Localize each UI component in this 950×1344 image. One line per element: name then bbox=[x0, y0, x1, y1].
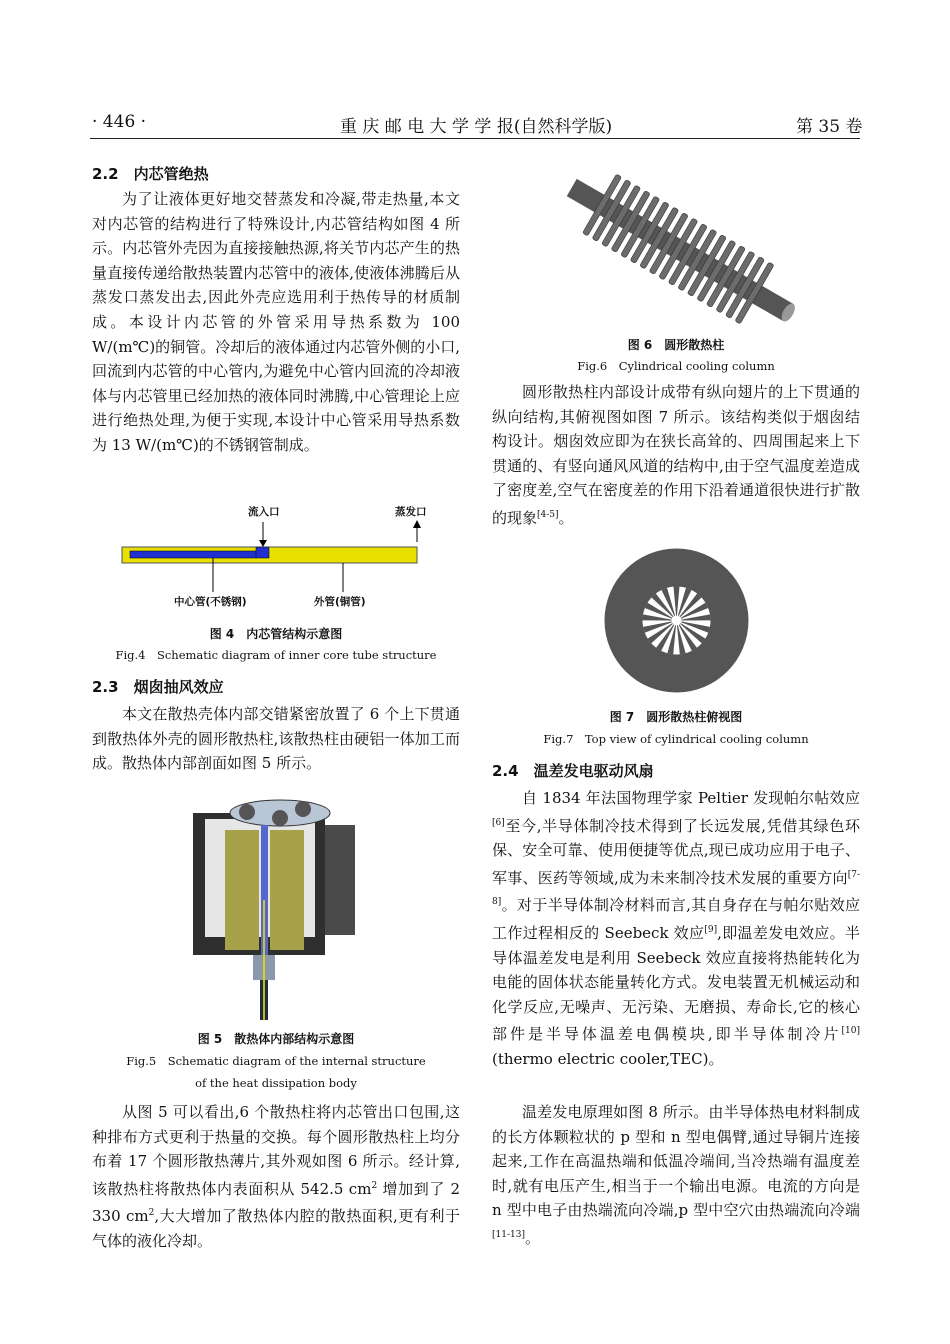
journal-title: 重 庆 邮 电 大 学 学 报(自然科学版) bbox=[340, 117, 613, 137]
para-text-a: 从图 5 可以看出,6 个散热柱将内芯管出口包围,这种排布方式更利于热量的交换。每个圆形散热柱上均分布着 17 个圆形散热薄片,其外观如图 6 所示。经计算,该散热柱将散热体内表面积从 542.5 cm bbox=[92, 1103, 460, 1198]
figure-7-caption-cn: 图 7 圆形散热柱俯视图 bbox=[609, 710, 743, 724]
figure-5-caption-cn: 图 5 散热体内部结构示意图 bbox=[197, 1032, 355, 1046]
section-2-3-paragraph-2 bbox=[92, 1100, 460, 1254]
citation-10: [10] bbox=[841, 1026, 860, 1037]
label-center-tube: 中心管(不锈钢) bbox=[174, 596, 247, 608]
section-2-2-paragraph: 为了让液体更好地交替蒸发和冷凝,带走热量,本文对内芯管的结构进行了特殊设计,内芯管结构如图 4 所示。内芯管外壳因为直接接触热源,将关节内芯产生的热量直接传递给散热装置内芯管中的液体,使液体沸腾后从蒸发口蒸发出去,因此外壳应选用利于热传导的材质制成。本设计内芯管的外管采用导热系数为 100 W/(m℃)的铜管。冷却后的液体通过内芯管外侧的小口,回流到内芯管的中心管内,为避免中心管内回流的冷却液体与内芯管里已经加热的液体同时沸腾,中心管理论上应进行绝热处理,为便于实现,本设计中心管采用导热系数为 13 W/(m℃)的不锈钢管制成。 bbox=[92, 190, 460, 454]
figure-4 bbox=[118, 502, 438, 612]
para-text-d: ,即温差发电效应。半导体温差发电是利用 Seebeck 效应直接将热能转化为电能的固体状态能量转化方式。发电装置无机械运动和化学反应,无噪声、无污染、无磨损、寿命长,它的核心部件是半导体温差电偶模块,即半导体制冷片 bbox=[492, 923, 860, 1044]
section-2-4-paragraph-1 bbox=[492, 786, 860, 1072]
citation-7-8: [7-8] bbox=[492, 869, 860, 908]
figure-5 bbox=[185, 795, 365, 1020]
para-text-a: 自 1834 年法国物理学家 Peltier 发现帕尔帖效应 bbox=[522, 789, 860, 807]
figure-6 bbox=[555, 170, 805, 330]
citation-9: [9] bbox=[704, 924, 718, 935]
figure-4-caption-cn: 图 4 内芯管结构示意图 bbox=[209, 627, 343, 641]
para-text-b: 至今,半导体制冷技术得到了长远发展,凭借其绿色环保、安全可靠、使用便捷等优点,现已成功应用于电子、军事、医药等领域,成为未来制冷技术发展的重要方向 bbox=[492, 816, 860, 887]
para-text-c: ,大大增加了散热体内腔的散热面积,更有利于气体的液化冷却。 bbox=[92, 1207, 460, 1250]
page-number: · 446 · bbox=[92, 112, 147, 132]
figure-6-caption-cn: 图 6 圆形散热柱 bbox=[627, 338, 725, 352]
para-text: 圆形散热柱内部设计成带有纵向翅片的上下贯通的纵向结构,其俯视图如图 7 所示。该结构类似于烟囱结构设计。烟囱效应即为在狭长高耸的、四周围起来上下贯通的、有竖向通风风道的结构中,由于空气温度差造成了密度差,空气在密度差的作用下沿着通道很快进行扩散的现象 bbox=[492, 383, 860, 527]
citation-11-13: [11-13] bbox=[492, 1229, 525, 1240]
figure-7 bbox=[604, 548, 749, 693]
para-end: 。 bbox=[558, 508, 574, 527]
label-outlet: 蒸发口 bbox=[395, 506, 427, 518]
figure-7-caption-en: Fig.7 Top view of cylindrical cooling column bbox=[543, 732, 809, 746]
figure-6-caption-en: Fig.6 Cylindrical cooling column bbox=[577, 359, 775, 373]
heat-dissipation-body-cutaway bbox=[185, 795, 365, 1020]
label-outer-tube: 外管(铜管) bbox=[314, 596, 366, 608]
superscript-2b: 2 bbox=[148, 1208, 155, 1219]
para-text-b: 。 bbox=[524, 1228, 540, 1247]
para-text-c: 。对于半导体制冷材料而言,其自身存在与帕尔贴效应工作过程相反的 Seebeck 效应 bbox=[492, 896, 860, 942]
figure-5-caption-en-line2: of the heat dissipation body bbox=[195, 1076, 357, 1090]
para-text-a: 温差发电原理如图 8 所示。由半导体热电材料制成的长方体颗粒状的 p 型和 n 型电偶臂,通过导铜片连接起来,工作在高温热端和低温冷端间,当冷热端有温度差时,就有电压产生,相当于一个输出电源。电流的方向是 n 型中电子由热端流向冷端,p 型中空穴由热端流向冷端 bbox=[492, 1103, 860, 1220]
cooling-column-top-view bbox=[604, 548, 749, 693]
figure-5-caption-en-line1: Fig.5 Schematic diagram of the internal structure bbox=[126, 1054, 426, 1068]
header-rule bbox=[90, 138, 860, 139]
citation-6: [6] bbox=[492, 817, 505, 828]
figure-4-caption-en: Fig.4 Schematic diagram of inner core tube structure bbox=[115, 648, 437, 662]
para-text-b: 增加到了 2 330 cm bbox=[92, 1179, 460, 1226]
para-text-e: (thermo electric cooler,TEC)。 bbox=[492, 1049, 724, 1068]
citation-4-5: [4-5] bbox=[537, 509, 559, 520]
section-2-3-paragraph-1: 本文在散热壳体内部交错紧密放置了 6 个上下贯通到散热体外壳的圆形散热柱,该散热柱由硬铝一体加工而成。散热体内部剖面如图 5 所示。 bbox=[92, 705, 460, 773]
cylindrical-cooling-column-render bbox=[555, 170, 805, 330]
superscript-2a: 2 bbox=[371, 1180, 378, 1191]
label-inlet: 流入口 bbox=[248, 506, 280, 518]
section-2-2-title: 2.2 内芯管绝热 bbox=[92, 165, 209, 183]
figure-7-intro-paragraph bbox=[492, 380, 860, 531]
section-2-4-title: 2.4 温差发电驱动风扇 bbox=[492, 762, 654, 780]
section-2-4-paragraph-2 bbox=[492, 1100, 860, 1251]
volume-label: 第 35 卷 bbox=[796, 117, 863, 137]
section-2-3-title: 2.3 烟囱抽风效应 bbox=[92, 678, 224, 696]
